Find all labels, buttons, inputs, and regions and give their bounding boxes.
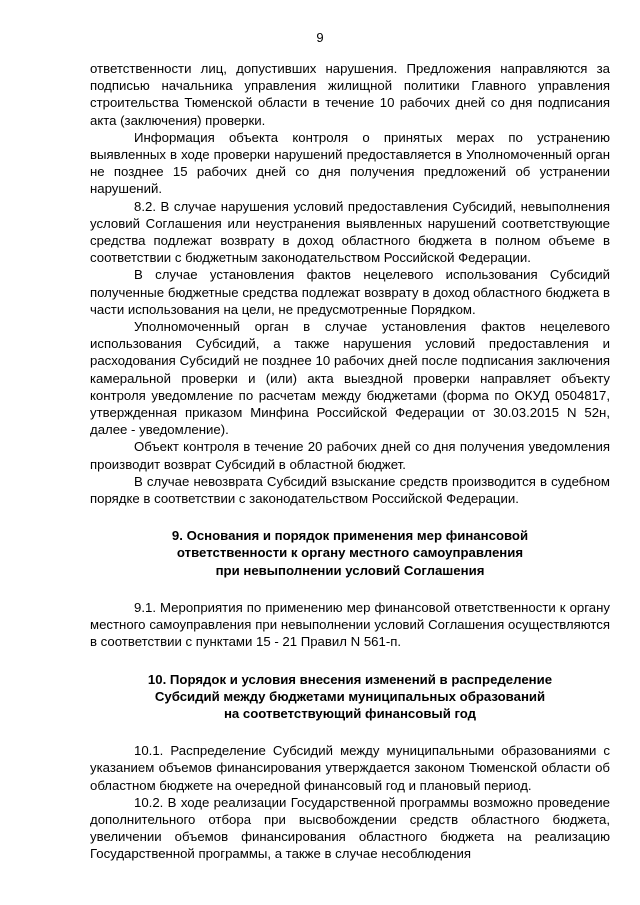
section-10-heading-line-2: Субсидий между бюджетами муниципальных образований (154, 688, 546, 704)
paragraph-10-1: 10.1. Распределение Субсидий между муниципальными образованиями с указанием объемов финансирования утверждается законом Тюменской области об областном бюджете на очередной финансовый год и плановый период. (90, 743, 610, 793)
paragraph-8-tail-2: Информация объекта контроля о принятых мерах по устранению выявленных в ходе проверки нарушений предоставляется в Уполномоченный орган не позднее 15 рабочих дней со дня получения предложений об устранении нарушений. (90, 129, 610, 197)
paragraph-8-2-return: Объект контроля в течение 20 рабочих дней со дня получения уведомления производит возврат Субсидий в областной бюджет. (90, 439, 610, 472)
paragraph-8-2-misuse: В случае установления фактов нецелевого использования Субсидий полученные бюджетные средства подлежат возврату в доход областного бюджета в части использования на цели, не предусмотренные Порядком. (90, 267, 610, 317)
paragraph-10-2: 10.2. В ходе реализации Государственной программы возможно проведение дополнительного отбора при высвобождении средств областного бюджета, увеличении объемов финансирования областного бюджета на реализацию Государственной программы, а также в случае несоблюдения (90, 794, 610, 862)
section-10-heading (90, 671, 610, 723)
section-10-heading-line-3: на соответствующий финансовый год (223, 705, 477, 721)
document-body (90, 60, 610, 863)
paragraph-8-tail-1: ответственности лиц, допустивших нарушения. Предложения направляются за подписью начальника управления жилищной политики Главного управления строительства Тюменской области в течение 10 рабочих дней со дня подписания акта (заключения) проверки. (90, 61, 610, 128)
section-9-heading-line-1: 9. Основания и порядок применения мер финансовой (171, 528, 529, 544)
section-10-heading-line-1: 10. Порядок и условия внесения изменений в распределение (147, 671, 553, 687)
paragraph-8-2: 8.2. В случае нарушения условий предоставления Субсидий, невыполнения условий Соглашения или неустранения выявленных нарушений соответствующие средства подлежат возврату в доход областного бюджета в полном объеме в соответствии с бюджетным законодательством Российской Федерации. (90, 198, 610, 266)
paragraph-8-2-court: В случае невозврата Субсидий взыскание средств производится в судебном порядке в соответствии с законодательством Российской Федерации. (90, 473, 610, 507)
section-9-heading (90, 527, 610, 579)
page-number: 9 (316, 30, 324, 45)
section-9-heading-line-3: при невыполнении условий Соглашения (215, 562, 485, 578)
paragraph-9-1: 9.1. Мероприятия по применению мер финансовой ответственности к органу местного самоуправления при невыполнении условий Соглашения осуществляются в соответствии с пунктами 15 - 21 Правил N 561-п. (90, 599, 610, 650)
section-9-heading-line-2: ответственности к органу местного самоуправления (176, 545, 524, 561)
paragraph-8-2-notification: Уполномоченный орган в случае установления фактов нецелевого использования Субсидий, а также нарушения условий предоставления и расходования Субсидий не позднее 10 рабочих дней после подписания заключения камеральной проверки и (или) акта выездной проверки направляет объекту контроля уведомление по расчетам между бюджетами (форма по ОКУД 0504817, утвержденная приказом Минфина Российской Федерации от 30.03.2015 N 52н, далее - уведомление). (90, 319, 610, 438)
